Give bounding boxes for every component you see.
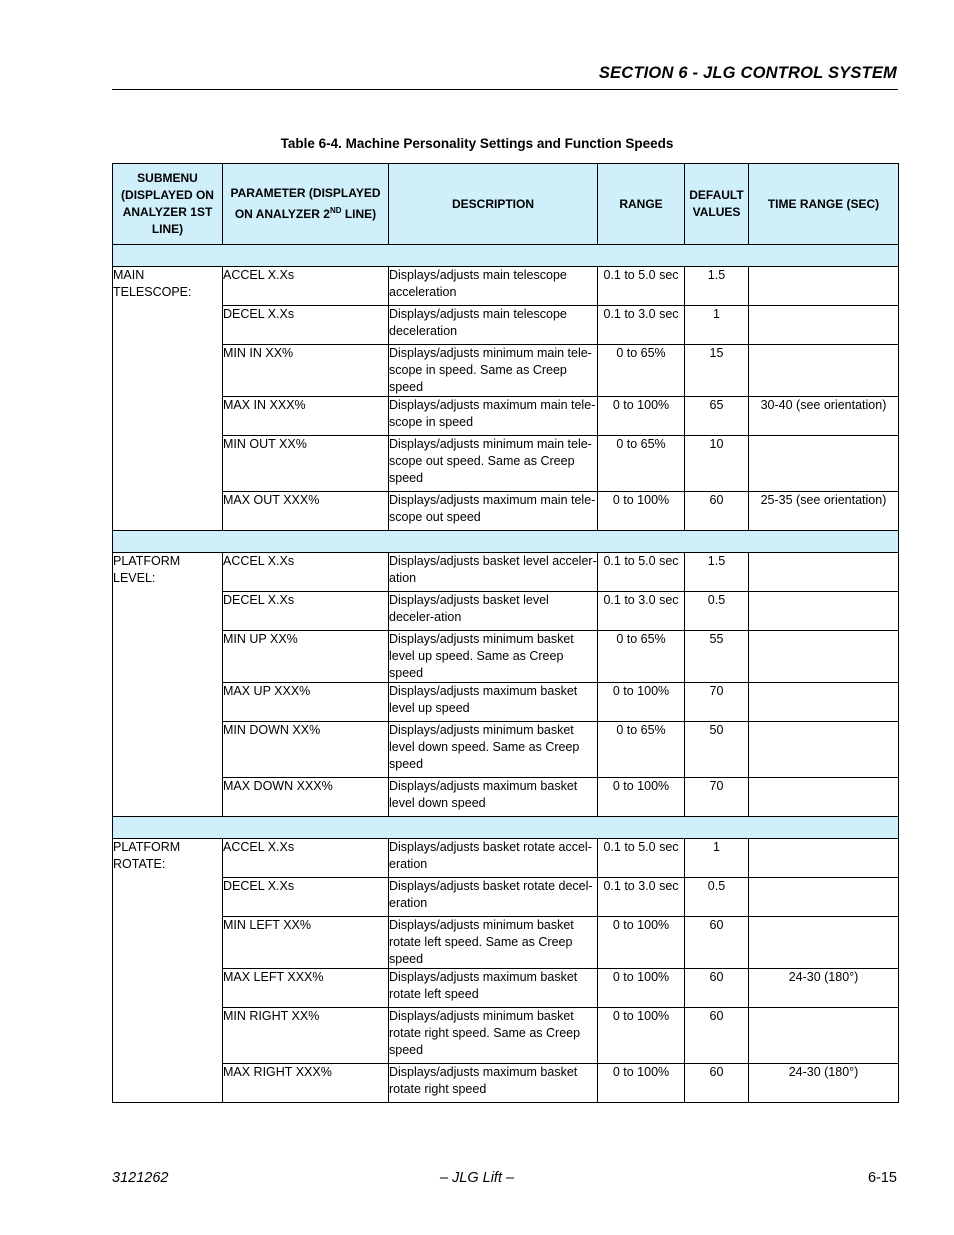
time-range-cell: 24-30 (180°) <box>749 969 899 1008</box>
time-range-cell <box>749 553 899 592</box>
submenu-cell: PLATFORM LEVEL: <box>113 553 223 817</box>
parameter-cell: MIN OUT XX% <box>223 436 389 492</box>
range-cell: 0 to 65% <box>598 722 685 778</box>
range-cell: 0 to 100% <box>598 492 685 531</box>
table-row <box>113 436 899 492</box>
time-range-cell <box>749 917 899 969</box>
table-row <box>113 267 899 306</box>
time-range-cell <box>749 778 899 817</box>
table-row <box>113 969 899 1008</box>
col-header-time-range: TIME RANGE (SEC) <box>749 164 899 245</box>
time-range-cell <box>749 683 899 722</box>
doc-number: 3121262 <box>112 1170 169 1186</box>
time-range-cell <box>749 436 899 492</box>
parameter-cell: MAX UP XXX% <box>223 683 389 722</box>
default-value-cell: 70 <box>685 683 749 722</box>
default-value-cell: 1.5 <box>685 553 749 592</box>
parameter-cell: ACCEL X.Xs <box>223 839 389 878</box>
group-separator-cell <box>113 531 899 553</box>
range-cell: 0 to 100% <box>598 683 685 722</box>
parameter-header-tail: LINE) <box>341 207 377 221</box>
time-range-cell <box>749 1008 899 1064</box>
col-header-range: RANGE <box>598 164 685 245</box>
table-row <box>113 1008 899 1064</box>
default-value-cell: 65 <box>685 397 749 436</box>
parameter-cell: ACCEL X.Xs <box>223 553 389 592</box>
description-cell: Displays/adjusts minimum basket rotate left speed. Same as Creep speed <box>389 917 598 969</box>
submenu-cell: PLATFORM ROTATE: <box>113 839 223 1103</box>
range-cell: 0.1 to 3.0 sec <box>598 592 685 631</box>
range-cell: 0 to 65% <box>598 436 685 492</box>
col-header-parameter <box>223 164 389 245</box>
time-range-cell <box>749 839 899 878</box>
default-value-cell: 60 <box>685 1064 749 1103</box>
range-cell: 0 to 65% <box>598 631 685 683</box>
table-body <box>113 245 899 1103</box>
time-range-cell: 25-35 (see orientation) <box>749 492 899 531</box>
description-cell: Displays/adjusts basket rotate accel-eration <box>389 839 598 878</box>
group-separator-row <box>113 817 899 839</box>
range-cell: 0.1 to 5.0 sec <box>598 553 685 592</box>
parameter-header-text: PARAMETER (DISPLAYED ON ANALYZER 2 <box>230 186 381 221</box>
range-cell: 0.1 to 3.0 sec <box>598 306 685 345</box>
parameter-cell: ACCEL X.Xs <box>223 267 389 306</box>
description-cell: Displays/adjusts maximum basket level up speed <box>389 683 598 722</box>
default-value-cell: 60 <box>685 492 749 531</box>
range-cell: 0 to 100% <box>598 397 685 436</box>
table-row <box>113 1064 899 1103</box>
table-row <box>113 839 899 878</box>
range-cell: 0 to 100% <box>598 1008 685 1064</box>
header-rule <box>112 89 898 90</box>
default-value-cell: 0.5 <box>685 878 749 917</box>
parameter-cell: MIN IN XX% <box>223 345 389 397</box>
default-value-cell: 1.5 <box>685 267 749 306</box>
time-range-cell <box>749 267 899 306</box>
description-cell: Displays/adjusts minimum basket level down speed. Same as Creep speed <box>389 722 598 778</box>
col-header-submenu: SUBMENU (DISPLAYED ON ANALYZER 1ST LINE) <box>113 164 223 245</box>
page-number: 6-15 <box>867 1170 897 1186</box>
default-value-cell: 15 <box>685 345 749 397</box>
table-row <box>113 553 899 592</box>
table-row <box>113 683 899 722</box>
table-row <box>113 722 899 778</box>
col-header-description: DESCRIPTION <box>389 164 598 245</box>
range-cell: 0 to 65% <box>598 345 685 397</box>
range-cell: 0 to 100% <box>598 1064 685 1103</box>
default-value-cell: 10 <box>685 436 749 492</box>
time-range-cell <box>749 722 899 778</box>
section-title: SECTION 6 - JLG CONTROL SYSTEM <box>598 64 897 82</box>
time-range-cell <box>749 306 899 345</box>
table-row <box>113 492 899 531</box>
table-row <box>113 631 899 683</box>
default-value-cell: 60 <box>685 969 749 1008</box>
description-cell: Displays/adjusts maximum main tele-scope in speed <box>389 397 598 436</box>
description-cell: Displays/adjusts basket level acceler-ation <box>389 553 598 592</box>
description-cell: Displays/adjusts minimum basket rotate right speed. Same as Creep speed <box>389 1008 598 1064</box>
parameter-cell: MIN RIGHT XX% <box>223 1008 389 1064</box>
parameter-cell: DECEL X.Xs <box>223 306 389 345</box>
parameter-cell: MIN DOWN XX% <box>223 722 389 778</box>
default-value-cell: 70 <box>685 778 749 817</box>
description-cell: Displays/adjusts maximum basket rotate right speed <box>389 1064 598 1103</box>
time-range-cell <box>749 592 899 631</box>
table-row <box>113 592 899 631</box>
group-separator-cell <box>113 817 899 839</box>
range-cell: 0 to 100% <box>598 778 685 817</box>
default-value-cell: 55 <box>685 631 749 683</box>
group-separator-row <box>113 531 899 553</box>
description-cell: Displays/adjusts minimum main tele-scope out speed. Same as Creep speed <box>389 436 598 492</box>
description-cell: Displays/adjusts basket rotate decel-eration <box>389 878 598 917</box>
parameter-cell: DECEL X.Xs <box>223 878 389 917</box>
table-row <box>113 778 899 817</box>
description-cell: Displays/adjusts minimum basket level up speed. Same as Creep speed <box>389 631 598 683</box>
default-value-cell: 60 <box>685 917 749 969</box>
table-row <box>113 397 899 436</box>
default-value-cell: 0.5 <box>685 592 749 631</box>
description-cell: Displays/adjusts maximum main tele-scope out speed <box>389 492 598 531</box>
default-value-cell: 1 <box>685 306 749 345</box>
group-separator-row <box>113 245 899 267</box>
parameter-cell: MAX LEFT XXX% <box>223 969 389 1008</box>
time-range-cell: 24-30 (180°) <box>749 1064 899 1103</box>
table-row <box>113 306 899 345</box>
col-header-default: DEFAULT VALUES <box>685 164 749 245</box>
parameter-cell: MAX OUT XXX% <box>223 492 389 531</box>
time-range-cell <box>749 345 899 397</box>
parameter-cell: MIN LEFT XX% <box>223 917 389 969</box>
range-cell: 0.1 to 5.0 sec <box>598 267 685 306</box>
table-row <box>113 917 899 969</box>
time-range-cell: 30-40 (see orientation) <box>749 397 899 436</box>
range-cell: 0 to 100% <box>598 917 685 969</box>
submenu-cell: MAIN TELESCOPE: <box>113 267 223 531</box>
description-cell: Displays/adjusts maximum basket rotate left speed <box>389 969 598 1008</box>
group-separator-cell <box>113 245 899 267</box>
description-cell: Displays/adjusts main telescope deceleration <box>389 306 598 345</box>
parameter-cell: MIN UP XX% <box>223 631 389 683</box>
footer-brand: – JLG Lift – <box>439 1170 515 1186</box>
parameter-cell: MAX IN XXX% <box>223 397 389 436</box>
description-cell: Displays/adjusts minimum main tele-scope in speed. Same as Creep speed <box>389 345 598 397</box>
default-value-cell: 50 <box>685 722 749 778</box>
default-value-cell: 60 <box>685 1008 749 1064</box>
time-range-cell <box>749 878 899 917</box>
range-cell: 0 to 100% <box>598 969 685 1008</box>
range-cell: 0.1 to 3.0 sec <box>598 878 685 917</box>
table-row <box>113 345 899 397</box>
time-range-cell <box>749 631 899 683</box>
personality-settings-table <box>112 163 899 1103</box>
table-caption: Table 6-4. Machine Personality Settings and Function Speeds <box>280 136 674 151</box>
table-row <box>113 878 899 917</box>
parameter-cell: DECEL X.Xs <box>223 592 389 631</box>
description-cell: Displays/adjusts maximum basket level down speed <box>389 778 598 817</box>
parameter-header-sup: ND <box>329 206 342 215</box>
range-cell: 0.1 to 5.0 sec <box>598 839 685 878</box>
table-header-row <box>113 164 899 245</box>
parameter-cell: MAX DOWN XXX% <box>223 778 389 817</box>
description-cell: Displays/adjusts main telescope acceleration <box>389 267 598 306</box>
default-value-cell: 1 <box>685 839 749 878</box>
parameter-cell: MAX RIGHT XXX% <box>223 1064 389 1103</box>
description-cell: Displays/adjusts basket level deceler-ation <box>389 592 598 631</box>
